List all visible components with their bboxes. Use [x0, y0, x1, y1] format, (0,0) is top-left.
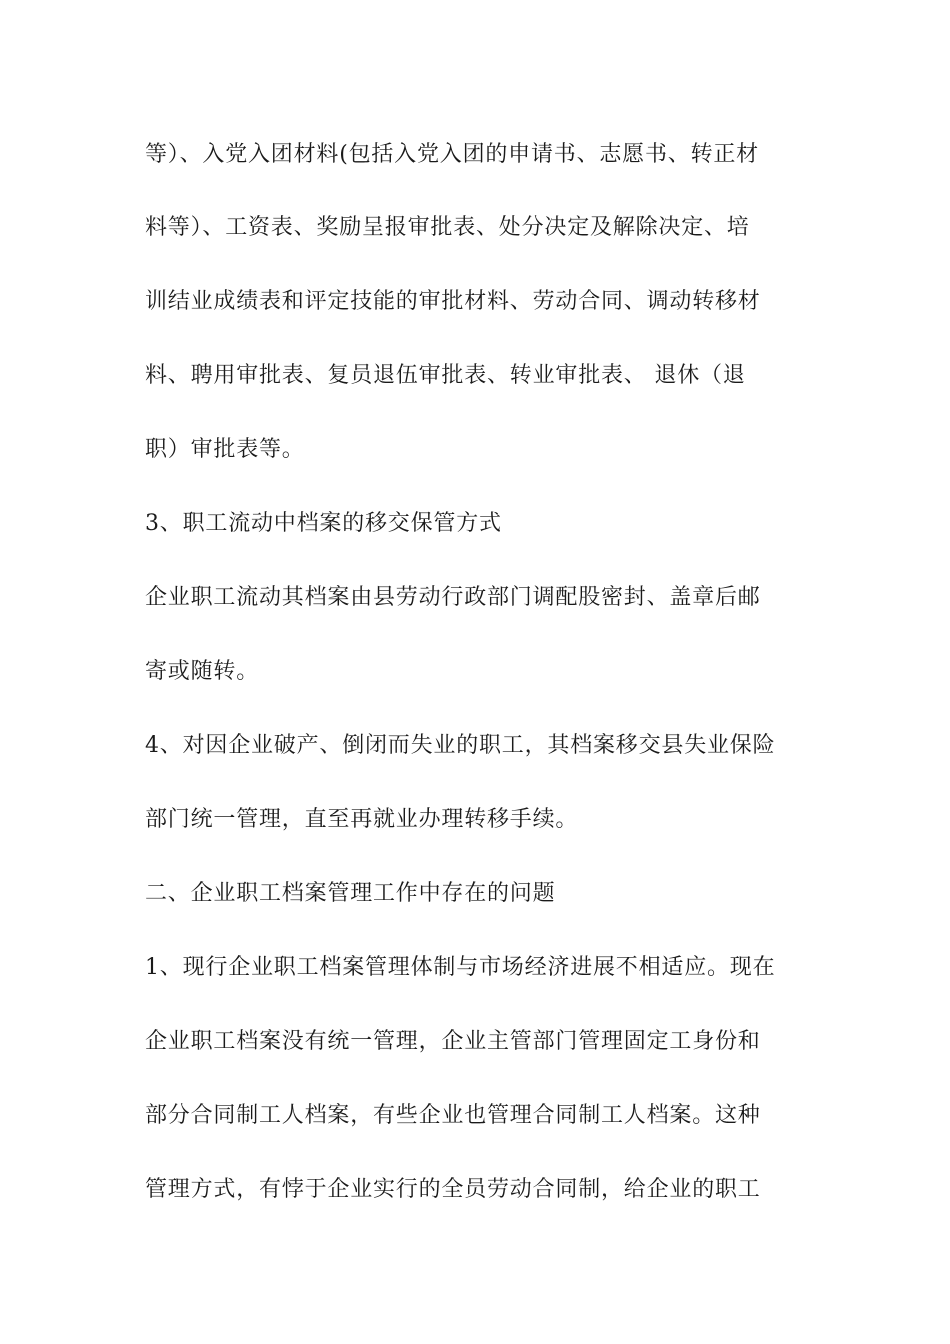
text-line: 4、对因企业破产、倒闭而失业的职工，其档案移交县失业保险 — [145, 733, 776, 758]
text-line: 部分合同制工人档案，有些企业也管理合同制工人档案。这种 — [145, 1103, 761, 1128]
text-line: 职）审批表等。 — [145, 437, 305, 462]
text-line: 训结业成绩表和评定技能的审批材料、劳动合同、调动转移材 — [145, 289, 761, 314]
text-line: 寄或随转。 — [145, 659, 260, 684]
text-line: 料等）、工资表、奖励呈报审批表、处分决定及解除决定、培 — [145, 215, 750, 240]
section-heading: 3、职工流动中档案的移交保管方式 — [145, 511, 502, 536]
text-line: 1、现行企业职工档案管理体制与市场经济进展不相适应。现在 — [145, 955, 776, 980]
text-line: 企业职工流动其档案由县劳动行政部门调配股密封、盖章后邮 — [145, 585, 761, 610]
text-line: 部门统一管理，直至再就业办理转移手续。 — [145, 807, 579, 832]
text-line: 料、聘用审批表、复员退伍审批表、转业审批表、 退休（退 — [145, 363, 746, 388]
text-line: 等）、入党入团材料(包括入党入团的申请书、志愿书、转正材 — [145, 142, 759, 167]
section-heading: 二、企业职工档案管理工作中存在的问题 — [145, 881, 556, 906]
text-line: 管理方式，有悖于企业实行的全员劳动合同制，给企业的职工 — [145, 1177, 761, 1202]
text-line: 企业职工档案没有统一管理，企业主管部门管理固定工身份和 — [145, 1029, 761, 1054]
